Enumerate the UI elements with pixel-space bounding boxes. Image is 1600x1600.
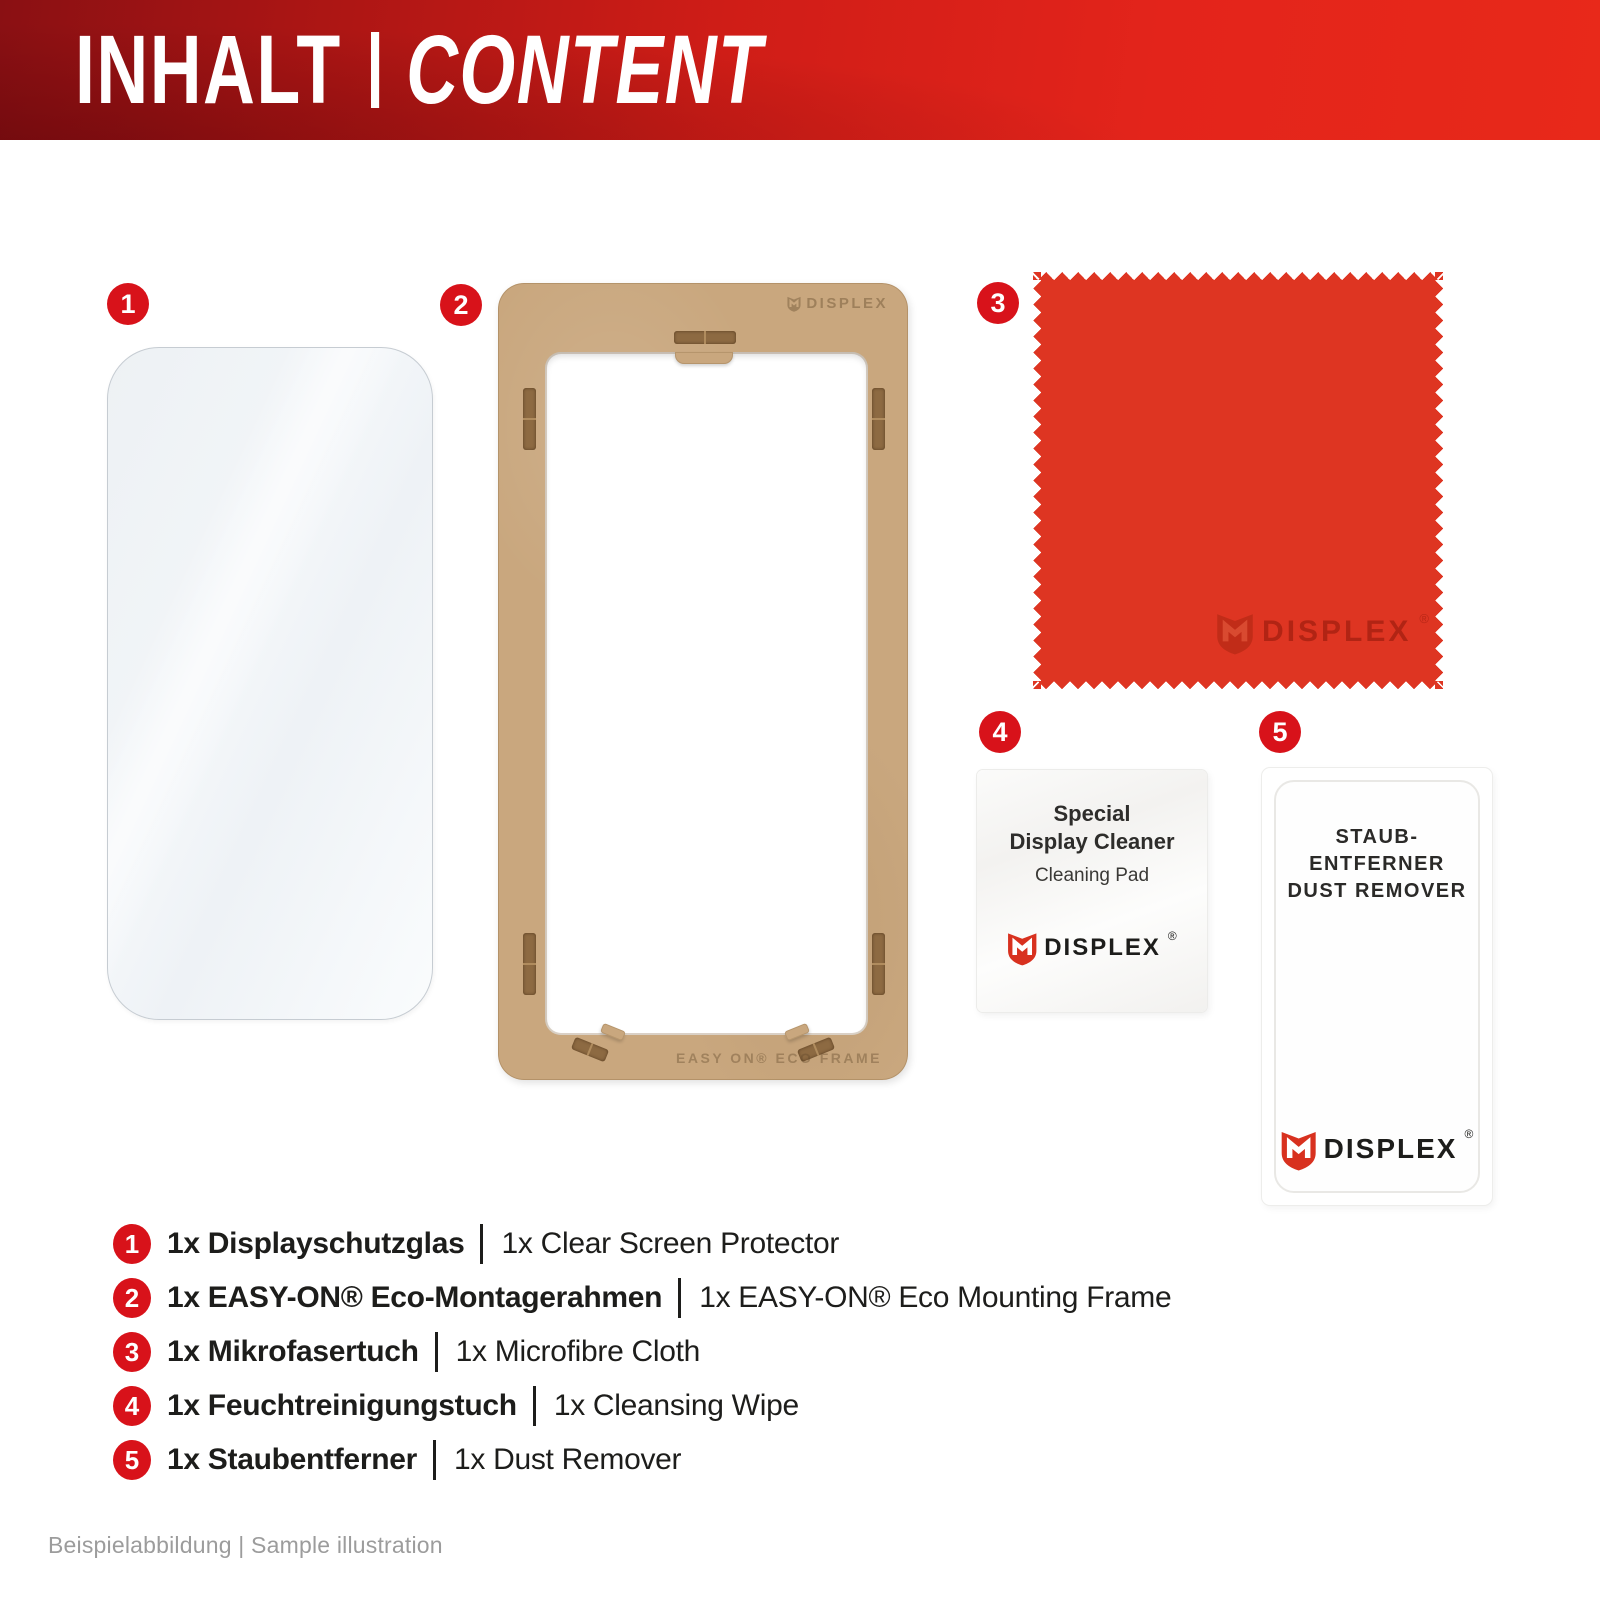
displex-wordmark: DISPLEX	[1044, 933, 1161, 961]
title-english: CONTENT	[406, 15, 764, 124]
dust-remover-line1: STAUB-ENTFERNER	[1309, 826, 1445, 875]
legend-divider	[678, 1278, 681, 1318]
registered-mark: ®	[1167, 929, 1177, 943]
dust-remover-card	[1274, 780, 1480, 1193]
frame-embossed-logo-text: DISPLEX	[806, 295, 888, 312]
displex-wordmark: DISPLEX	[1323, 1133, 1458, 1164]
legend-row-3	[113, 1330, 700, 1374]
header-banner	[0, 0, 1600, 140]
mounting-frame	[498, 283, 908, 1080]
legend-divider	[433, 1440, 436, 1480]
legend-badge-3: 3	[113, 1332, 151, 1372]
registered-mark: ®	[1419, 611, 1429, 626]
sachet-subtitle: Cleaning Pad	[1034, 865, 1150, 886]
displex-shield-icon	[1216, 609, 1254, 655]
frame-slot-right-upper	[872, 388, 885, 450]
sticker-displex-logo	[1281, 1127, 1474, 1171]
legend-row-1	[113, 1222, 839, 1266]
frame-slot-bottom-left	[571, 1037, 609, 1063]
legend-label-en: 1x EASY-ON® Eco Mounting Frame	[699, 1281, 1172, 1314]
dust-remover-title	[1276, 824, 1478, 905]
frame-window-cutout	[545, 352, 868, 1035]
frame-slot-right-lower	[872, 933, 885, 995]
item-3-badge: 3	[977, 282, 1019, 324]
dust-remover-sticker	[1262, 768, 1492, 1205]
cloth-displex-logo	[1216, 609, 1429, 655]
legend-badge-4: 4	[113, 1386, 151, 1426]
title-german: INHALT	[75, 15, 342, 124]
legend-label-de: 1x EASY-ON® Eco-Montagerahmen	[167, 1281, 663, 1314]
legend-row-4	[113, 1384, 799, 1428]
sachet-displex-logo	[1007, 929, 1177, 966]
legend-label-en: 1x Clear Screen Protector	[501, 1227, 840, 1260]
legend-badge-1: 1	[113, 1224, 151, 1264]
frame-embossed-logo	[787, 295, 888, 312]
title-divider	[371, 32, 379, 108]
frame-slot-left-lower	[523, 933, 536, 995]
item-2-badge: 2	[440, 284, 482, 326]
legend-divider	[480, 1224, 483, 1264]
legend-label-de: 1x Displayschutzglas	[167, 1227, 465, 1260]
legend-divider	[435, 1332, 438, 1372]
legend-label-en: 1x Cleansing Wipe	[553, 1389, 799, 1422]
microfibre-cloth	[1033, 272, 1443, 689]
frame-tab-top	[675, 352, 733, 364]
legend-label-de: 1x Mikrofasertuch	[167, 1335, 419, 1368]
screen-protector-glass	[107, 347, 433, 1020]
displex-wordmark: DISPLEX	[1262, 615, 1412, 648]
legend-badge-5: 5	[113, 1440, 151, 1480]
item-4-badge: 4	[979, 711, 1021, 753]
frame-slot-left-upper	[523, 388, 536, 450]
page-title	[75, 0, 763, 140]
sachet-title-line2: Display Cleaner	[1009, 829, 1175, 854]
legend-row-5	[113, 1438, 681, 1482]
displex-shield-icon	[1281, 1127, 1317, 1171]
legend-label-en: 1x Dust Remover	[453, 1443, 682, 1476]
legend-badge-2: 2	[113, 1278, 151, 1318]
item-1-badge: 1	[107, 283, 149, 325]
legend-label-de: 1x Staubentferner	[167, 1443, 417, 1476]
legend-label-de: 1x Feuchtreinigungstuch	[167, 1389, 517, 1422]
registered-mark: ®	[1464, 1127, 1474, 1141]
displex-shield-icon	[787, 295, 801, 312]
legend-label-en: 1x Microfibre Cloth	[455, 1335, 701, 1368]
cleaning-pad-sachet	[977, 770, 1207, 1012]
frame-slot-top	[674, 331, 736, 344]
frame-embossed-text: EASY ON® ECO FRAME	[676, 1050, 882, 1066]
sachet-title	[977, 800, 1207, 856]
legend-row-2	[113, 1276, 1171, 1320]
displex-shield-icon	[1007, 929, 1037, 966]
dust-remover-line2: DUST REMOVER	[1287, 880, 1467, 902]
footer-note: Beispielabbildung | Sample illustration	[48, 1532, 443, 1558]
legend-divider	[533, 1386, 536, 1426]
item-5-badge: 5	[1259, 711, 1301, 753]
sachet-title-line1: Special	[1053, 801, 1131, 826]
